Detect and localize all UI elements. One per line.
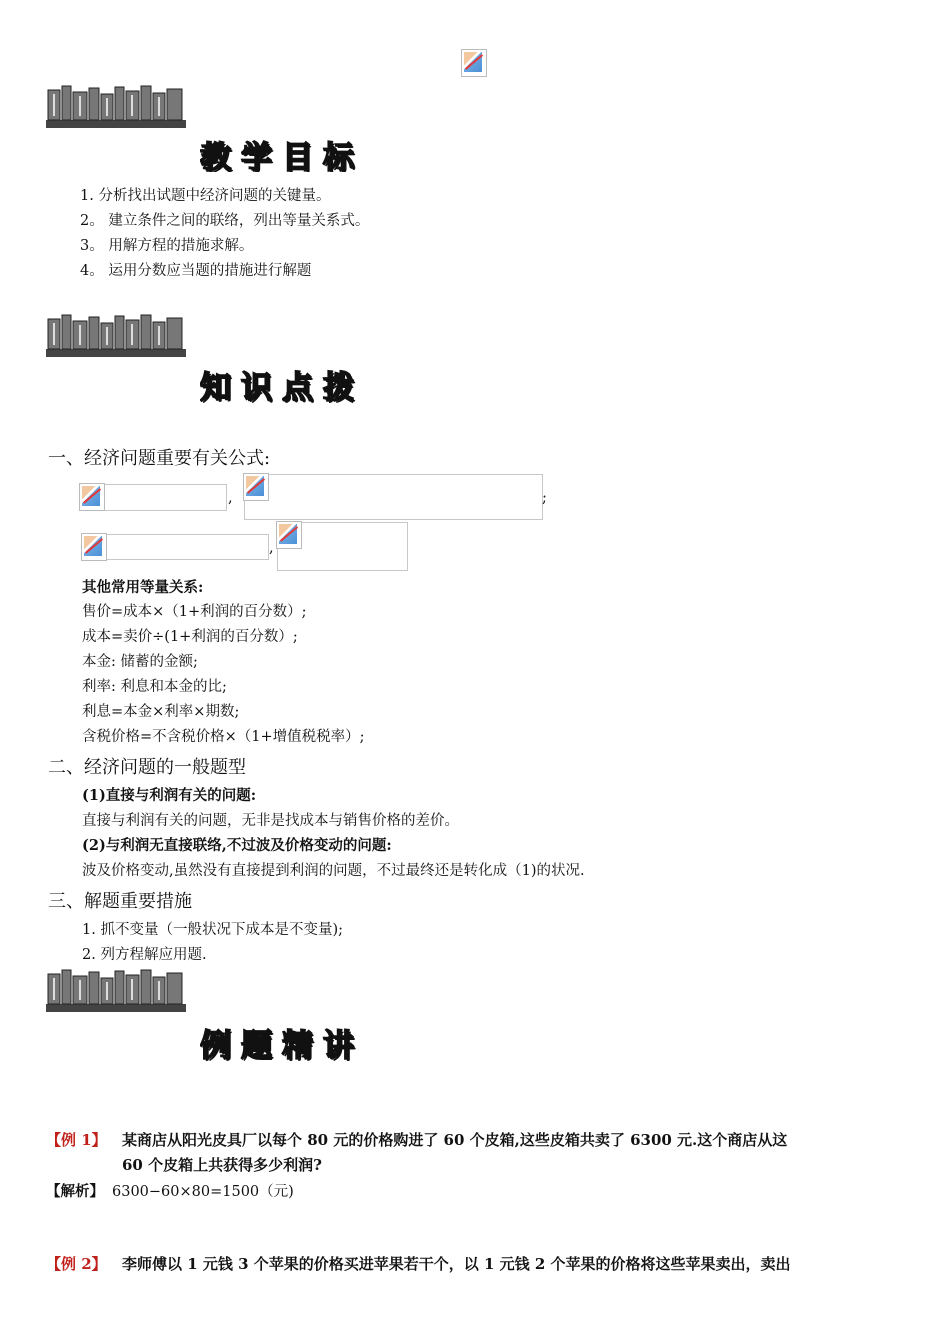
heading-formulas: 一、经济问题重要有关公式: <box>48 448 271 469</box>
books-banner-icon <box>46 84 186 130</box>
formula-image-3 <box>82 534 269 560</box>
formula-image-2 <box>244 474 543 520</box>
relation-item: 成本=卖价÷(1+利润的百分数）; <box>82 629 298 645</box>
broken-image-icon <box>461 49 487 77</box>
heading-problem-types: 二、经济问题的一般题型 <box>48 757 246 778</box>
other-relations-title: 其他常用等量关系: <box>82 579 204 596</box>
broken-image-icon <box>79 483 105 511</box>
relation-item: 本金: 储蓄的金额; <box>82 654 198 670</box>
goal-item: 1. 分析找出试题中经济问题的关键量。 <box>80 188 331 204</box>
comma-separator: , <box>269 540 274 556</box>
broken-image-icon <box>276 521 302 549</box>
broken-image-icon <box>81 533 107 561</box>
relation-item: 售价=成本×（1+利润的百分数）; <box>82 604 307 620</box>
relation-item: 利息=本金×利率×期数; <box>82 704 240 720</box>
solution-text: 6300−60×80=1500（元) <box>112 1184 294 1200</box>
method-item: 2. 列方程解应用题. <box>82 947 207 963</box>
example-text: 李师傅以 1 元钱 3 个苹果的价格买进苹果若干个，以 1 元钱 2 个苹果的价格将这些苹果卖出，卖出 <box>122 1255 791 1273</box>
relation-item: 利率: 利息和本金的比; <box>82 679 227 695</box>
section-title-goals: 教学目标 <box>200 140 364 172</box>
type1-text: 直接与利润有关的问题，无非是找成本与销售价格的差价。 <box>82 813 459 829</box>
example-tag: 【例 1】 <box>46 1131 107 1149</box>
semicolon-separator: ; <box>542 490 547 506</box>
example-tag: 【例 2】 <box>46 1255 107 1273</box>
relation-item: 含税价格=不含税价格×（1+增值税税率）; <box>82 729 365 745</box>
method-item: 1. 抓不变量（一般状况下成本是不变量); <box>82 922 343 938</box>
goal-item: 2。 建立条件之间的联络，列出等量关系式。 <box>80 213 370 229</box>
broken-image-icon <box>243 473 269 501</box>
books-banner-icon <box>46 313 186 359</box>
section-title-knowledge: 知识点拨 <box>200 370 364 406</box>
example-text: 60 个皮箱上共获得多少利润? <box>122 1156 322 1174</box>
goal-item: 3。 用解方程的措施求解。 <box>80 238 254 254</box>
comma-separator: , <box>228 490 233 506</box>
example-text: 某商店从阳光皮具厂以每个 80 元的价格购进了 60 个皮箱,这些皮箱共卖了 6300 元.这个商店从这 <box>122 1131 788 1149</box>
section-title-examples: 例题精讲 <box>200 1028 364 1064</box>
heading-methods: 三、解题重要措施 <box>48 891 192 912</box>
type2-text: 波及价格变动,虽然没有直接提到利润的问题，不过最终还是转化成（1)的状况. <box>82 863 585 879</box>
books-banner-icon <box>46 968 186 1014</box>
type2-title: (2)与利润无直接联络,不过波及价格变动的问题: <box>82 837 392 854</box>
type1-title: (1)直接与利润有关的问题: <box>82 787 257 804</box>
solution-label: 【解析】 <box>46 1183 104 1200</box>
goal-item: 4。 运用分数应当题的措施进行解题 <box>80 263 312 279</box>
